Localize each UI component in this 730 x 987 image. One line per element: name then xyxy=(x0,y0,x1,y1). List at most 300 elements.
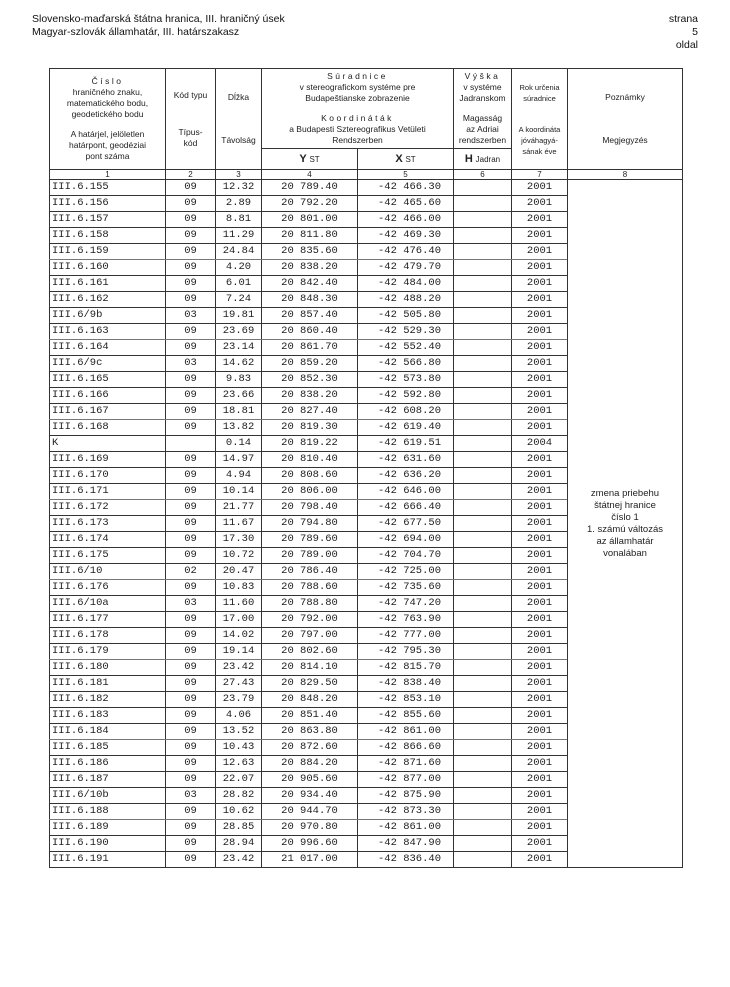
year-cell: 2001 xyxy=(512,276,568,292)
length-cell: 13.82 xyxy=(216,420,262,436)
type-code-cell: 09 xyxy=(166,660,216,676)
note-cell xyxy=(568,180,683,868)
x-coordinate-cell: -42 877.00 xyxy=(358,772,454,788)
y-coordinate-cell: 20 996.60 xyxy=(262,836,358,852)
point-id-cell: III.6.189 xyxy=(50,820,166,836)
height-cell xyxy=(454,772,512,788)
length-cell: 11.60 xyxy=(216,596,262,612)
length-cell: 11.29 xyxy=(216,228,262,244)
point-id-cell: III.6.156 xyxy=(50,196,166,212)
y-coordinate-cell: 20 789.00 xyxy=(262,548,358,564)
type-code-cell: 09 xyxy=(166,340,216,356)
type-code-cell: 09 xyxy=(166,292,216,308)
height-cell xyxy=(454,404,512,420)
year-cell: 2001 xyxy=(512,244,568,260)
x-coordinate-cell: -42 725.00 xyxy=(358,564,454,580)
length-cell: 9.83 xyxy=(216,372,262,388)
type-code-cell: 09 xyxy=(166,756,216,772)
x-coordinate-cell: -42 479.70 xyxy=(358,260,454,276)
y-coordinate-cell: 20 852.30 xyxy=(262,372,358,388)
point-id-cell: III.6.162 xyxy=(50,292,166,308)
year-cell: 2001 xyxy=(512,340,568,356)
header-y: Y ST xyxy=(262,149,358,170)
type-code-cell: 09 xyxy=(166,244,216,260)
length-cell: 28.94 xyxy=(216,836,262,852)
x-coordinate-cell: -42 875.90 xyxy=(358,788,454,804)
type-code-cell: 09 xyxy=(166,372,216,388)
length-cell: 7.24 xyxy=(216,292,262,308)
year-cell: 2001 xyxy=(512,372,568,388)
type-code-cell: 09 xyxy=(166,468,216,484)
length-cell: 20.47 xyxy=(216,564,262,580)
height-cell xyxy=(454,196,512,212)
height-cell xyxy=(454,484,512,500)
y-coordinate-cell: 20 842.40 xyxy=(262,276,358,292)
year-cell: 2001 xyxy=(512,836,568,852)
length-cell: 12.63 xyxy=(216,756,262,772)
y-coordinate-cell: 20 794.80 xyxy=(262,516,358,532)
type-code-cell: 09 xyxy=(166,180,216,196)
x-coordinate-cell: -42 466.00 xyxy=(358,212,454,228)
length-cell: 27.43 xyxy=(216,676,262,692)
x-coordinate-cell: -42 694.00 xyxy=(358,532,454,548)
y-coordinate-cell: 20 827.40 xyxy=(262,404,358,420)
height-cell xyxy=(454,820,512,836)
y-coordinate-cell: 20 859.20 xyxy=(262,356,358,372)
type-code-cell: 03 xyxy=(166,356,216,372)
height-cell xyxy=(454,468,512,484)
year-cell: 2001 xyxy=(512,532,568,548)
height-cell xyxy=(454,564,512,580)
header-vyska: Výška v systéme Jadranskom Magasság az Adriai rendszerben xyxy=(454,69,512,149)
y-coordinate-cell: 20 848.30 xyxy=(262,292,358,308)
header-poznamky: Poznámky Megjegyzés xyxy=(568,69,683,170)
type-code-cell: 09 xyxy=(166,500,216,516)
y-coordinate-cell: 20 838.20 xyxy=(262,388,358,404)
year-cell: 2001 xyxy=(512,772,568,788)
column-number-row: 1 2 3 4 5 6 7 8 xyxy=(50,170,683,180)
year-cell: 2001 xyxy=(512,516,568,532)
header-kod: Kód typu Típus- kód xyxy=(166,69,216,170)
note-line3: číslo 1 xyxy=(611,511,639,523)
title-hu: Magyar-szlovák államhatár, III. határszakasz xyxy=(32,26,240,38)
y-coordinate-cell: 20 884.20 xyxy=(262,756,358,772)
x-coordinate-cell: -42 815.70 xyxy=(358,660,454,676)
length-cell: 23.66 xyxy=(216,388,262,404)
year-cell: 2001 xyxy=(512,356,568,372)
type-code-cell: 09 xyxy=(166,260,216,276)
length-cell: 8.81 xyxy=(216,212,262,228)
y-coordinate-cell: 20 905.60 xyxy=(262,772,358,788)
height-cell xyxy=(454,532,512,548)
type-code-cell: 09 xyxy=(166,420,216,436)
point-id-cell: III.6.174 xyxy=(50,532,166,548)
year-cell: 2001 xyxy=(512,852,568,868)
year-cell: 2001 xyxy=(512,212,568,228)
point-id-cell: III.6.170 xyxy=(50,468,166,484)
point-id-cell: III.6.182 xyxy=(50,692,166,708)
length-cell: 10.83 xyxy=(216,580,262,596)
length-cell: 4.06 xyxy=(216,708,262,724)
y-coordinate-cell: 20 814.10 xyxy=(262,660,358,676)
year-cell: 2001 xyxy=(512,404,568,420)
year-cell: 2001 xyxy=(512,308,568,324)
header-cislo: Číslo hraničného znaku, matematického bodu, geodetického bodu A határjel, jelöletlen határpont, geodéziai pont száma xyxy=(50,69,166,170)
y-coordinate-cell: 20 851.40 xyxy=(262,708,358,724)
type-code-cell: 09 xyxy=(166,692,216,708)
x-coordinate-cell: -42 646.00 xyxy=(358,484,454,500)
x-coordinate-cell: -42 795.30 xyxy=(358,644,454,660)
length-cell: 28.85 xyxy=(216,820,262,836)
year-cell: 2001 xyxy=(512,612,568,628)
x-coordinate-cell: -42 488.20 xyxy=(358,292,454,308)
y-coordinate-cell: 20 829.50 xyxy=(262,676,358,692)
y-coordinate-cell: 20 848.20 xyxy=(262,692,358,708)
x-coordinate-cell: -42 873.30 xyxy=(358,804,454,820)
point-id-cell: III.6.181 xyxy=(50,676,166,692)
year-cell: 2001 xyxy=(512,548,568,564)
y-coordinate-cell: 20 863.80 xyxy=(262,724,358,740)
type-code-cell: 09 xyxy=(166,388,216,404)
y-coordinate-cell: 20 798.40 xyxy=(262,500,358,516)
height-cell xyxy=(454,356,512,372)
height-cell xyxy=(454,436,512,452)
table-header xyxy=(50,69,683,180)
x-coordinate-cell: -42 763.90 xyxy=(358,612,454,628)
length-cell: 13.52 xyxy=(216,724,262,740)
y-coordinate-cell: 20 838.20 xyxy=(262,260,358,276)
y-coordinate-cell: 20 860.40 xyxy=(262,324,358,340)
type-code-cell: 09 xyxy=(166,772,216,788)
x-coordinate-cell: -42 552.40 xyxy=(358,340,454,356)
height-cell xyxy=(454,292,512,308)
y-coordinate-cell: 20 792.00 xyxy=(262,612,358,628)
x-coordinate-cell: -42 484.00 xyxy=(358,276,454,292)
point-id-cell: K xyxy=(50,436,166,452)
x-coordinate-cell: -42 631.60 xyxy=(358,452,454,468)
y-coordinate-cell: 20 819.22 xyxy=(262,436,358,452)
type-code-cell: 09 xyxy=(166,628,216,644)
length-cell: 19.81 xyxy=(216,308,262,324)
type-code-cell: 09 xyxy=(166,484,216,500)
x-coordinate-cell: -42 476.40 xyxy=(358,244,454,260)
height-cell xyxy=(454,244,512,260)
height-cell xyxy=(454,804,512,820)
y-coordinate-cell: 20 861.70 xyxy=(262,340,358,356)
height-cell xyxy=(454,628,512,644)
x-coordinate-cell: -42 619.51 xyxy=(358,436,454,452)
height-cell xyxy=(454,692,512,708)
length-cell: 14.62 xyxy=(216,356,262,372)
point-id-cell: III.6/10a xyxy=(50,596,166,612)
x-coordinate-cell: -42 853.10 xyxy=(358,692,454,708)
point-id-cell: III.6.188 xyxy=(50,804,166,820)
year-cell: 2001 xyxy=(512,740,568,756)
height-cell xyxy=(454,612,512,628)
y-coordinate-cell: 20 857.40 xyxy=(262,308,358,324)
type-code-cell: 09 xyxy=(166,804,216,820)
y-coordinate-cell: 20 806.00 xyxy=(262,484,358,500)
point-id-cell: III.6/9c xyxy=(50,356,166,372)
height-cell xyxy=(454,660,512,676)
height-cell xyxy=(454,724,512,740)
year-cell: 2001 xyxy=(512,260,568,276)
year-cell: 2001 xyxy=(512,500,568,516)
y-coordinate-cell: 20 802.60 xyxy=(262,644,358,660)
length-cell: 10.72 xyxy=(216,548,262,564)
x-coordinate-cell: -42 505.80 xyxy=(358,308,454,324)
x-coordinate-cell: -42 529.30 xyxy=(358,324,454,340)
year-cell: 2001 xyxy=(512,388,568,404)
year-cell: 2001 xyxy=(512,756,568,772)
x-coordinate-cell: -42 677.50 xyxy=(358,516,454,532)
year-cell: 2001 xyxy=(512,180,568,196)
point-id-cell: III.6/10 xyxy=(50,564,166,580)
year-cell: 2004 xyxy=(512,436,568,452)
page-label-hu: oldal xyxy=(675,39,698,51)
point-id-cell: III.6.161 xyxy=(50,276,166,292)
point-id-cell: III.6.167 xyxy=(50,404,166,420)
type-code-cell: 09 xyxy=(166,740,216,756)
type-code-cell: 09 xyxy=(166,676,216,692)
point-id-cell: III.6.169 xyxy=(50,452,166,468)
y-coordinate-cell: 20 788.80 xyxy=(262,596,358,612)
y-coordinate-cell: 20 788.60 xyxy=(262,580,358,596)
point-id-cell: III.6.168 xyxy=(50,420,166,436)
length-cell: 28.82 xyxy=(216,788,262,804)
type-code-cell: 09 xyxy=(166,852,216,868)
year-cell: 2001 xyxy=(512,196,568,212)
height-cell xyxy=(454,212,512,228)
point-id-cell: III.6.176 xyxy=(50,580,166,596)
point-id-cell: III.6/10b xyxy=(50,788,166,804)
header-suradnice: Súradnice v stereografickom systéme pre Budapeštianske zobrazenie Koordináták a Budapesti Sztereografikus Vetületi Rendszerben xyxy=(262,69,454,149)
height-cell xyxy=(454,260,512,276)
height-cell xyxy=(454,708,512,724)
type-code-cell: 03 xyxy=(166,596,216,612)
header-h: H Jadran xyxy=(454,149,512,170)
year-cell: 2001 xyxy=(512,692,568,708)
point-id-cell: III.6.187 xyxy=(50,772,166,788)
length-cell: 23.69 xyxy=(216,324,262,340)
year-cell: 2001 xyxy=(512,324,568,340)
y-coordinate-cell: 20 786.40 xyxy=(262,564,358,580)
header-x: X ST xyxy=(358,149,454,170)
point-id-cell: III.6.164 xyxy=(50,340,166,356)
x-coordinate-cell: -42 666.40 xyxy=(358,500,454,516)
x-coordinate-cell: -42 838.40 xyxy=(358,676,454,692)
y-coordinate-cell: 20 970.80 xyxy=(262,820,358,836)
y-coordinate-cell: 20 801.00 xyxy=(262,212,358,228)
length-cell: 0.14 xyxy=(216,436,262,452)
x-coordinate-cell: -42 861.00 xyxy=(358,724,454,740)
y-coordinate-cell: 20 811.80 xyxy=(262,228,358,244)
length-cell: 17.30 xyxy=(216,532,262,548)
title-sk: Slovensko-maďarská štátna hranica, III. hraničný úsek xyxy=(32,13,285,25)
point-id-cell: III.6.178 xyxy=(50,628,166,644)
type-code-cell: 09 xyxy=(166,404,216,420)
point-id-cell: III.6.157 xyxy=(50,212,166,228)
height-cell xyxy=(454,644,512,660)
year-cell: 2001 xyxy=(512,708,568,724)
height-cell xyxy=(454,228,512,244)
point-id-cell: III.6.158 xyxy=(50,228,166,244)
point-id-cell: III.6.179 xyxy=(50,644,166,660)
length-cell: 10.62 xyxy=(216,804,262,820)
x-coordinate-cell: -42 777.00 xyxy=(358,628,454,644)
x-coordinate-cell: -42 619.40 xyxy=(358,420,454,436)
point-id-cell: III.6.163 xyxy=(50,324,166,340)
table-body xyxy=(50,180,683,868)
height-cell xyxy=(454,180,512,196)
x-coordinate-cell: -42 836.40 xyxy=(358,852,454,868)
height-cell xyxy=(454,580,512,596)
year-cell: 2001 xyxy=(512,292,568,308)
note-line2: štátnej hranice xyxy=(594,499,656,511)
type-code-cell: 03 xyxy=(166,788,216,804)
length-cell: 21.77 xyxy=(216,500,262,516)
point-id-cell: III.6.190 xyxy=(50,836,166,852)
height-cell xyxy=(454,548,512,564)
x-coordinate-cell: -42 704.70 xyxy=(358,548,454,564)
point-id-cell: III.6/9b xyxy=(50,308,166,324)
type-code-cell: 09 xyxy=(166,820,216,836)
point-id-cell: III.6.173 xyxy=(50,516,166,532)
point-id-cell: III.6.160 xyxy=(50,260,166,276)
year-cell: 2001 xyxy=(512,564,568,580)
type-code-cell xyxy=(166,436,216,452)
type-code-cell: 09 xyxy=(166,644,216,660)
point-id-cell: III.6.184 xyxy=(50,724,166,740)
y-coordinate-cell: 20 810.40 xyxy=(262,452,358,468)
y-coordinate-cell: 20 789.40 xyxy=(262,180,358,196)
x-coordinate-cell: -42 469.30 xyxy=(358,228,454,244)
length-cell: 22.07 xyxy=(216,772,262,788)
height-cell xyxy=(454,500,512,516)
x-coordinate-cell: -42 871.60 xyxy=(358,756,454,772)
type-code-cell: 02 xyxy=(166,564,216,580)
length-cell: 6.01 xyxy=(216,276,262,292)
y-coordinate-cell: 20 819.30 xyxy=(262,420,358,436)
y-coordinate-cell: 20 797.00 xyxy=(262,628,358,644)
year-cell: 2001 xyxy=(512,788,568,804)
type-code-cell: 09 xyxy=(166,708,216,724)
height-cell xyxy=(454,372,512,388)
year-cell: 2001 xyxy=(512,580,568,596)
type-code-cell: 09 xyxy=(166,724,216,740)
point-id-cell: III.6.180 xyxy=(50,660,166,676)
type-code-cell: 09 xyxy=(166,228,216,244)
length-cell: 2.89 xyxy=(216,196,262,212)
type-code-cell: 09 xyxy=(166,324,216,340)
table-row xyxy=(50,180,683,196)
type-code-cell: 09 xyxy=(166,516,216,532)
length-cell: 19.14 xyxy=(216,644,262,660)
point-id-cell: III.6.186 xyxy=(50,756,166,772)
year-cell: 2001 xyxy=(512,804,568,820)
point-id-cell: III.6.155 xyxy=(50,180,166,196)
page-indicator xyxy=(669,13,698,52)
y-coordinate-cell: 20 944.70 xyxy=(262,804,358,820)
height-cell xyxy=(454,676,512,692)
x-coordinate-cell: -42 573.80 xyxy=(358,372,454,388)
year-cell: 2001 xyxy=(512,724,568,740)
y-coordinate-cell: 20 792.20 xyxy=(262,196,358,212)
type-code-cell: 09 xyxy=(166,548,216,564)
y-coordinate-cell: 20 835.60 xyxy=(262,244,358,260)
length-cell: 12.32 xyxy=(216,180,262,196)
height-cell xyxy=(454,420,512,436)
length-cell: 11.67 xyxy=(216,516,262,532)
length-cell: 10.43 xyxy=(216,740,262,756)
y-coordinate-cell: 20 808.60 xyxy=(262,468,358,484)
x-coordinate-cell: -42 465.60 xyxy=(358,196,454,212)
length-cell: 4.94 xyxy=(216,468,262,484)
year-cell: 2001 xyxy=(512,484,568,500)
x-coordinate-cell: -42 608.20 xyxy=(358,404,454,420)
year-cell: 2001 xyxy=(512,628,568,644)
year-cell: 2001 xyxy=(512,228,568,244)
year-cell: 2001 xyxy=(512,452,568,468)
type-code-cell: 09 xyxy=(166,836,216,852)
year-cell: 2001 xyxy=(512,420,568,436)
length-cell: 23.14 xyxy=(216,340,262,356)
point-id-cell: III.6.171 xyxy=(50,484,166,500)
height-cell xyxy=(454,852,512,868)
x-coordinate-cell: -42 592.80 xyxy=(358,388,454,404)
year-cell: 2001 xyxy=(512,820,568,836)
type-code-cell: 09 xyxy=(166,612,216,628)
x-coordinate-cell: -42 735.60 xyxy=(358,580,454,596)
coordinates-table xyxy=(49,68,683,868)
length-cell: 23.42 xyxy=(216,660,262,676)
header-dlzka: Dĺžka Távolság xyxy=(216,69,262,170)
x-coordinate-cell: -42 566.80 xyxy=(358,356,454,372)
y-coordinate-cell: 20 789.60 xyxy=(262,532,358,548)
x-coordinate-cell: -42 466.30 xyxy=(358,180,454,196)
point-id-cell: III.6.177 xyxy=(50,612,166,628)
height-cell xyxy=(454,324,512,340)
height-cell xyxy=(454,740,512,756)
x-coordinate-cell: -42 747.20 xyxy=(358,596,454,612)
year-cell: 2001 xyxy=(512,660,568,676)
y-coordinate-cell: 21 017.00 xyxy=(262,852,358,868)
length-cell: 18.81 xyxy=(216,404,262,420)
type-code-cell: 09 xyxy=(166,196,216,212)
note-line4: 1. számú változás xyxy=(586,523,664,535)
y-coordinate-cell: 20 934.40 xyxy=(262,788,358,804)
type-code-cell: 09 xyxy=(166,276,216,292)
year-cell: 2001 xyxy=(512,596,568,612)
point-id-cell: III.6.183 xyxy=(50,708,166,724)
length-cell: 10.14 xyxy=(216,484,262,500)
height-cell xyxy=(454,340,512,356)
height-cell xyxy=(454,276,512,292)
point-id-cell: III.6.172 xyxy=(50,500,166,516)
page-number: 5 xyxy=(692,26,698,38)
height-cell xyxy=(454,308,512,324)
year-cell: 2001 xyxy=(512,644,568,660)
x-coordinate-cell: -42 847.90 xyxy=(358,836,454,852)
year-cell: 2001 xyxy=(512,676,568,692)
point-id-cell: III.6.165 xyxy=(50,372,166,388)
point-id-cell: III.6.166 xyxy=(50,388,166,404)
y-coordinate-cell: 20 872.60 xyxy=(262,740,358,756)
year-cell: 2001 xyxy=(512,468,568,484)
point-id-cell: III.6.159 xyxy=(50,244,166,260)
header-rok: Rok určenia súradnice A koordináta jóváhagyá- sának éve xyxy=(512,69,568,170)
note-line6: vonalában xyxy=(603,547,647,559)
